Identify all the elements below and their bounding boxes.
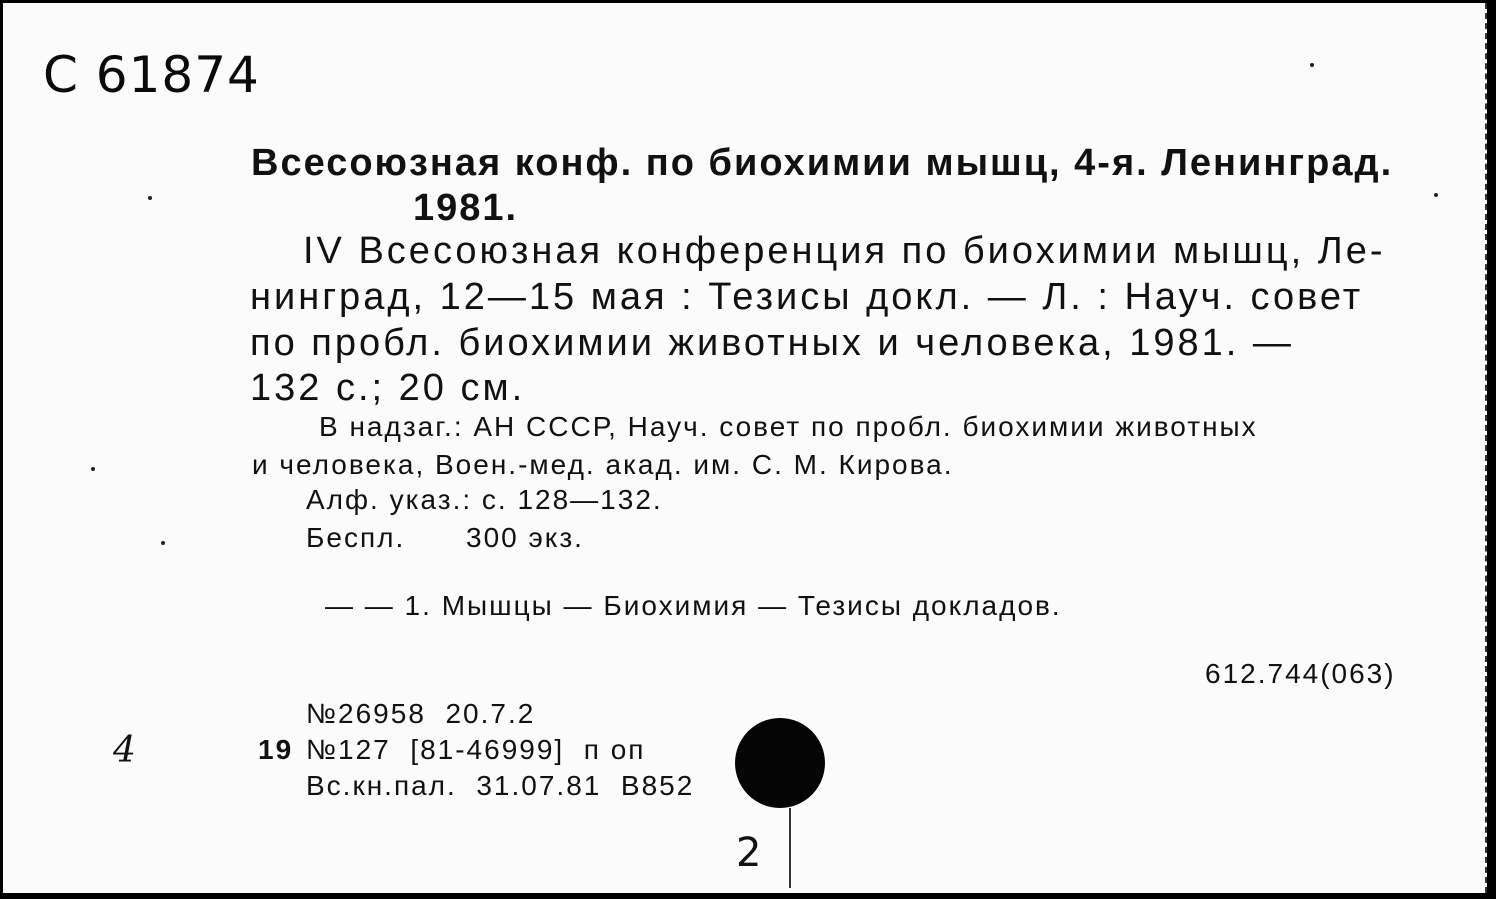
description-line-3: по пробл. биохимии животных и человека, 1981. —: [250, 322, 1294, 364]
note-price: Беспл.: [306, 522, 406, 553]
subject-headings: — — 1. Мышцы — Биохимия — Тезисы докладов.: [325, 590, 1062, 621]
note-print-run: 300 экз.: [466, 522, 584, 553]
note-line-1: В надзаг.: АН СССР, Науч. совет по пробл. биохимии животных: [319, 411, 1258, 442]
handwritten-mark-bottom: 2: [736, 830, 762, 876]
card-paper: [3, 3, 1487, 893]
description-line-2: нинград, 12—15 мая : Тезисы докл. — Л. : Науч. совет: [250, 276, 1364, 318]
udc-code: 612.744(063): [1205, 658, 1396, 689]
accession-line-3: Вс.кн.пал. 31.07.81 В852: [306, 770, 695, 801]
heading-line-1: Всесоюзная конф. по биохимии мышц, 4-я. Ленинград.: [251, 142, 1394, 184]
description-line-4: 132 с.; 20 см.: [250, 367, 526, 409]
heading-line-2: 1981.: [413, 187, 519, 229]
accession-prefix: 19: [258, 734, 294, 765]
accession-line-2: №127 [81-46999] п оп: [306, 734, 646, 765]
call-number: С 61874: [43, 46, 260, 104]
note-line-2: и человека, Воен.-мед. акад. им. С. М. Кирова.: [252, 449, 954, 480]
speck: [1310, 63, 1314, 67]
speck: [91, 467, 95, 471]
punch-hole: [735, 718, 825, 808]
crease-line: [789, 808, 791, 888]
speck: [1434, 193, 1438, 197]
speck: [148, 196, 152, 200]
handwritten-mark-left: 4: [113, 730, 136, 771]
note-index: Алф. указ.: с. 128—132.: [306, 484, 663, 515]
description-line-1: IV Всесоюзная конференция по биохимии мышц, Ле-: [303, 230, 1386, 272]
accession-line-1: №26958 20.7.2: [306, 698, 536, 729]
speck: [161, 541, 165, 545]
